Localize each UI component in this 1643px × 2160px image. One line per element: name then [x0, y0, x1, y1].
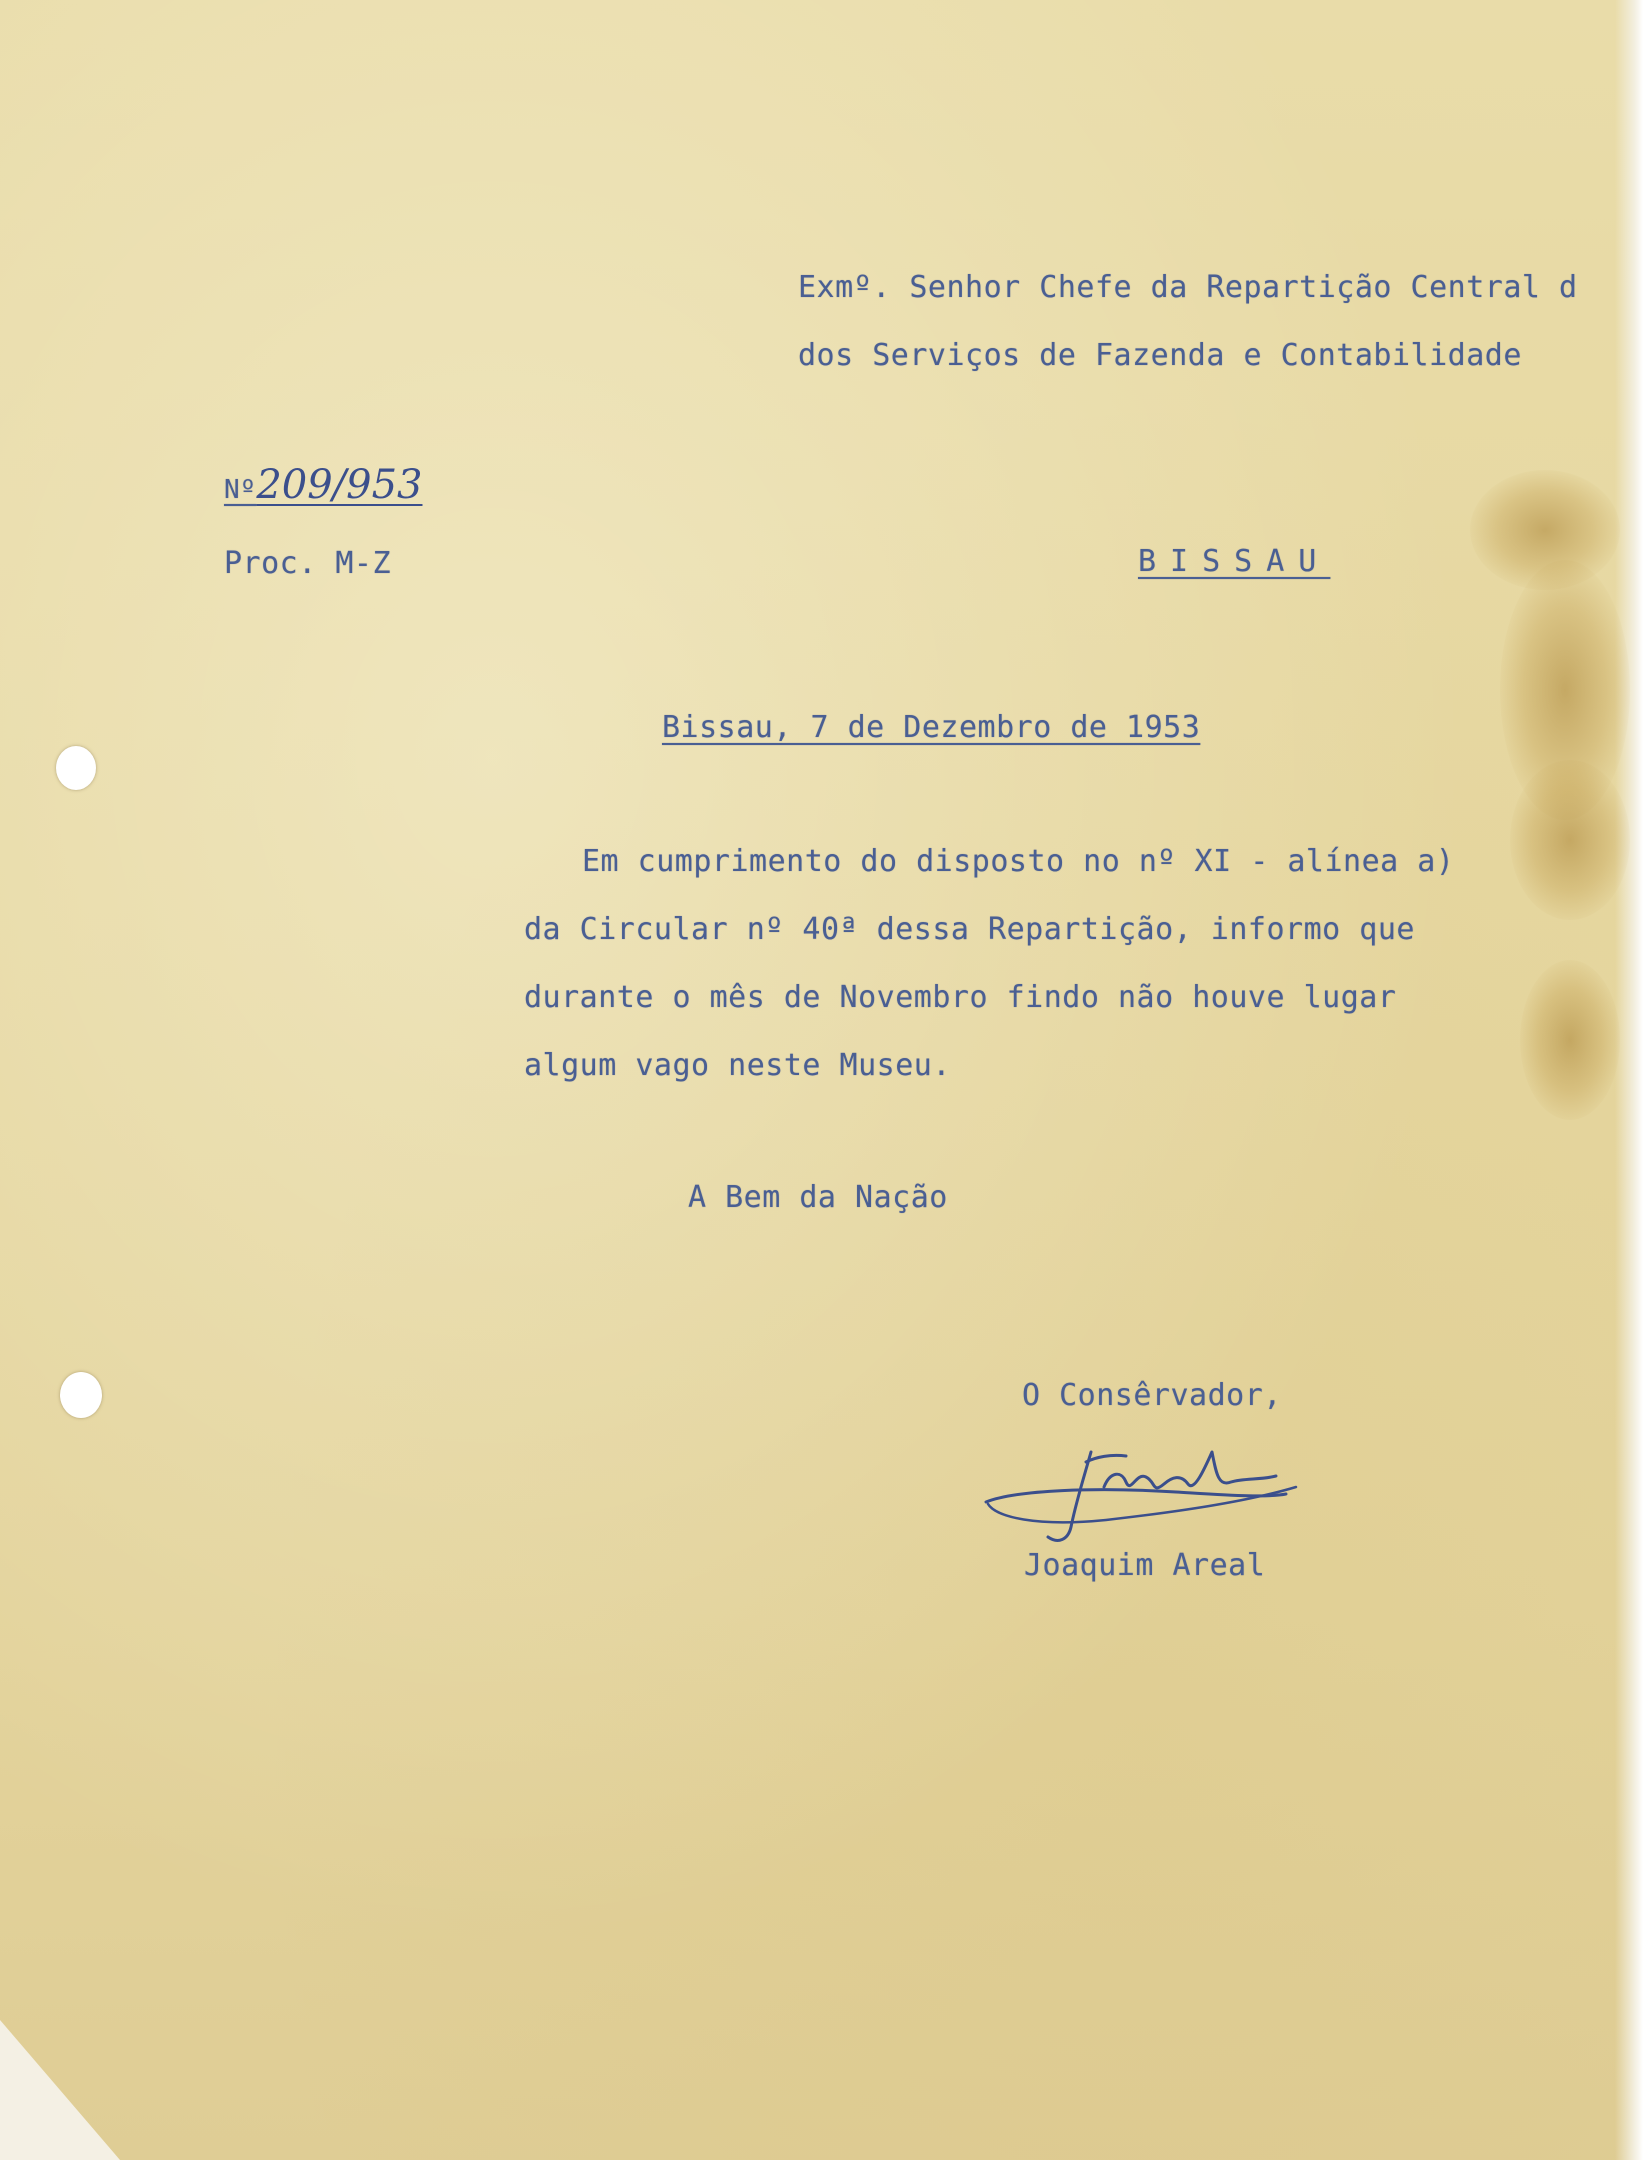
destination-city: BISSAU — [1138, 544, 1331, 579]
punch-hole — [56, 746, 96, 790]
reference-prefix: Nº — [224, 475, 257, 505]
folded-corner — [0, 2020, 120, 2160]
addressee-line-1: Exmº. Senhor Chefe da Repartição Central d — [798, 270, 1578, 305]
signatory-title: O Consêrvador, — [1022, 1378, 1282, 1413]
handwritten-signature — [976, 1432, 1316, 1552]
body-line: da Circular nº 40ª dessa Repartição, informo que — [524, 912, 1415, 947]
addressee-line-2: dos Serviços de Fazenda e Contabilidade — [798, 338, 1522, 373]
punch-hole — [60, 1372, 102, 1418]
paper-edge — [1615, 0, 1643, 2160]
water-stain — [1520, 960, 1620, 1120]
closing-formula: A Bem da Nação — [688, 1180, 948, 1215]
body-line: algum vago neste Museu. — [524, 1048, 951, 1083]
body-line: Em cumprimento do disposto no nº XI - alínea a) — [582, 844, 1455, 879]
date-line: Bissau, 7 de Dezembro de 1953 — [662, 710, 1201, 745]
signatory-name: Joaquim Areal — [1024, 1548, 1266, 1583]
body-line: durante o mês de Novembro findo não houve lugar — [524, 980, 1397, 1015]
water-stain — [1510, 760, 1630, 920]
reference-handwritten-number: 209/953 — [256, 462, 423, 508]
process-reference: Proc. M-Z — [224, 546, 392, 581]
reference-number — [224, 462, 422, 508]
